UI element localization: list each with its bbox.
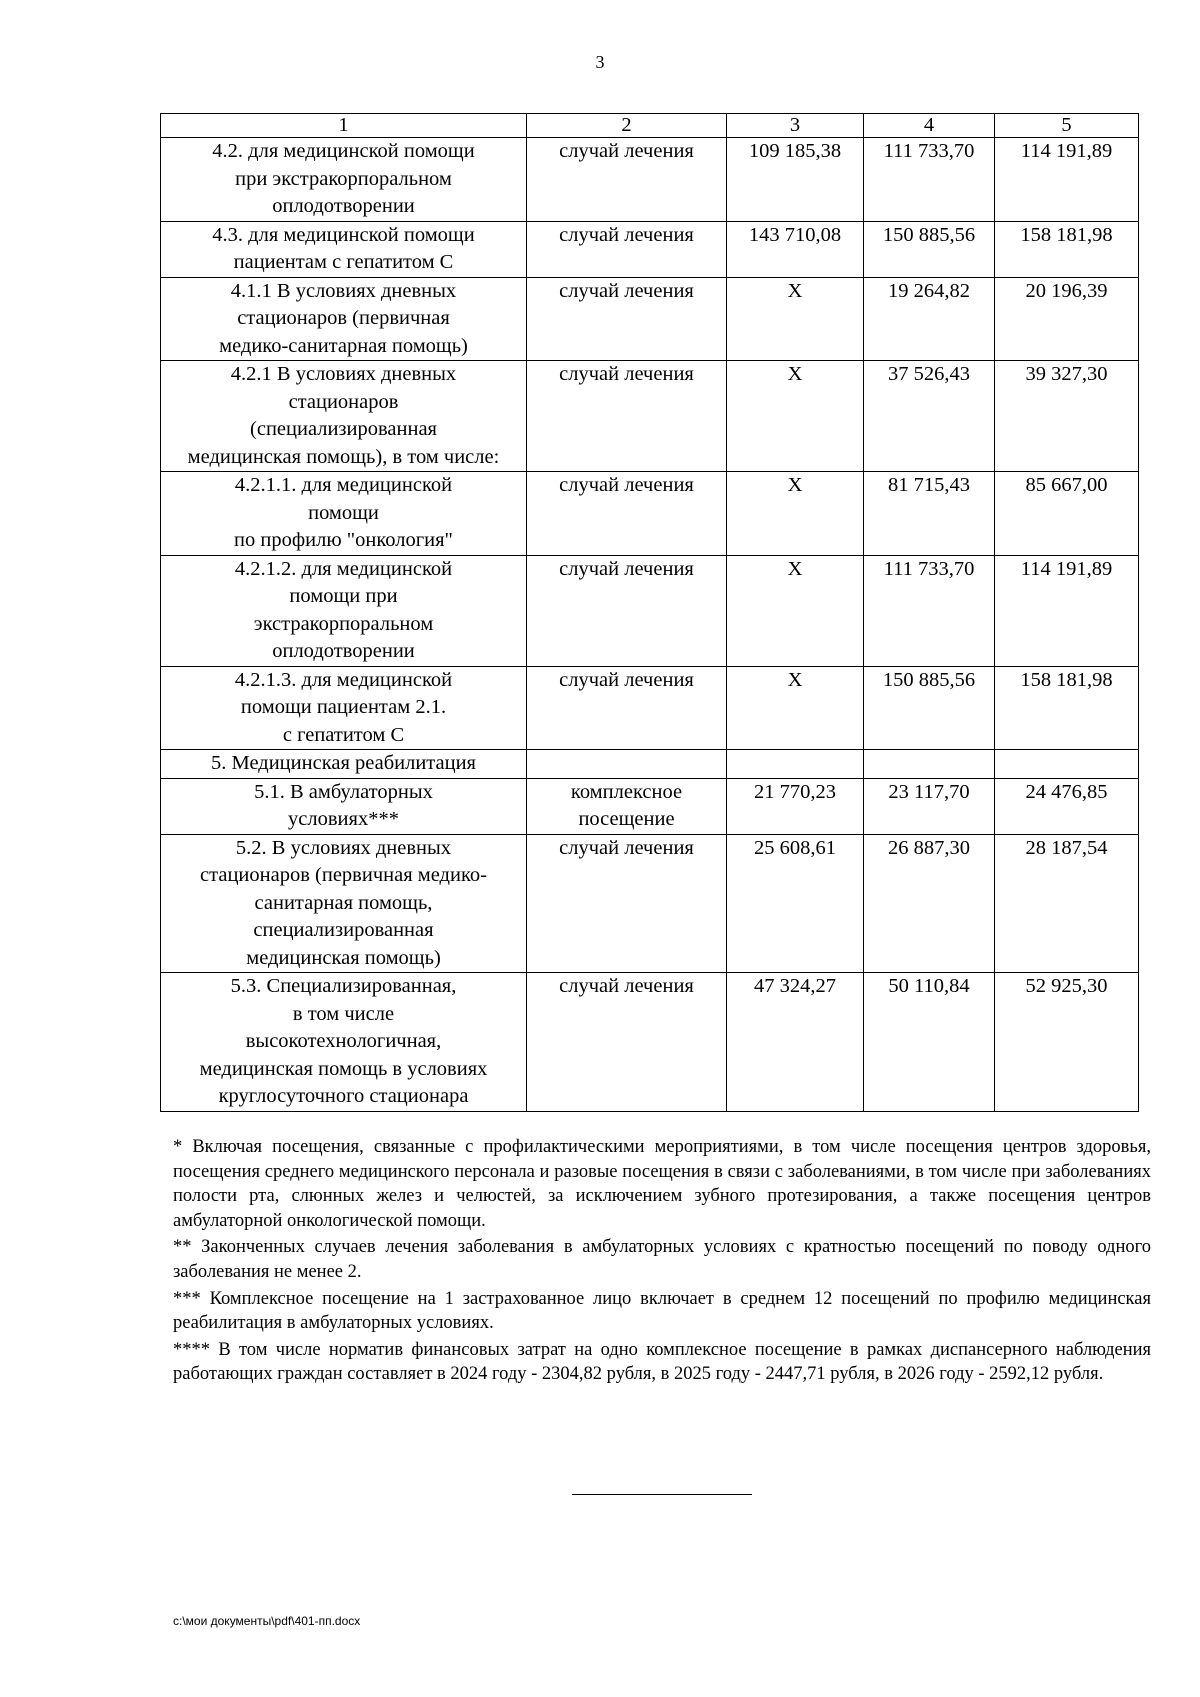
row-name-cell: 4.3. для медицинской помощи пациентам с гепатитом С — [161, 221, 527, 277]
row-name-cell: 5.2. В условиях дневных стационаров (первичная медико- санитарная помощь, специализированная медицинская помощь) — [161, 834, 527, 973]
table-row — [161, 750, 1139, 779]
row-unit-cell: случай лечения — [527, 666, 727, 750]
row-value-col4: 150 885,56 — [864, 221, 995, 277]
table-row — [161, 973, 1139, 1112]
table-row — [161, 834, 1139, 973]
row-value-col4: 26 887,30 — [864, 834, 995, 973]
row-value-col3: Х — [727, 277, 864, 361]
table-row — [161, 555, 1139, 666]
row-value-col3: Х — [727, 555, 864, 666]
row-value-col5: 85 667,00 — [995, 472, 1139, 556]
column-header-5: 5 — [995, 114, 1139, 138]
footnote-1: * Включая посещения, связанные с профилактическими мероприятиями, в том числе посещения центров здоровья, посещения среднего медицинского персонала и разовые посещения в связи с заболеваниями, в том числе при заболеваниях полости рта, слюнных желез и челюстей, за исключением зубного протезирования, а также посещения центров амбулаторной онкологической помощи. — [173, 1137, 1151, 1231]
column-header-1: 1 — [161, 114, 527, 138]
file-path: c:\мои документы\pdf\401-пп.docx — [173, 1614, 361, 1628]
row-value-col4: 50 110,84 — [864, 973, 995, 1112]
table-row — [161, 666, 1139, 750]
row-value-col5: 158 181,98 — [995, 666, 1139, 750]
row-unit-cell: случай лечения — [527, 221, 727, 277]
row-value-col5: 24 476,85 — [995, 778, 1139, 834]
row-value-col4: 111 733,70 — [864, 138, 995, 222]
column-header-4: 4 — [864, 114, 995, 138]
row-value-col4: 37 526,43 — [864, 361, 995, 472]
row-value-col5: 114 191,89 — [995, 138, 1139, 222]
table-row — [161, 277, 1139, 361]
footnote-2: ** Законченных случаев лечения заболевания в амбулаторных условиях с кратностью посещений по поводу одного заболевания не менее 2. — [173, 1237, 1151, 1282]
footnotes — [173, 1135, 1151, 1389]
table-row — [161, 138, 1139, 222]
row-value-col5 — [995, 750, 1139, 779]
row-value-col3: 143 710,08 — [727, 221, 864, 277]
row-name-cell: 5.1. В амбулаторных условиях*** — [161, 778, 527, 834]
table-row — [161, 472, 1139, 556]
row-name-cell: 4.2.1.2. для медицинской помощи при экстракорпоральном оплодотворении — [161, 555, 527, 666]
row-unit-cell: случай лечения — [527, 361, 727, 472]
row-value-col4: 111 733,70 — [864, 555, 995, 666]
row-name-cell: 4.2.1.3. для медицинской помощи пациентам 2.1. с гепатитом С — [161, 666, 527, 750]
table-row — [161, 361, 1139, 472]
row-unit-cell: случай лечения — [527, 472, 727, 556]
row-value-col5: 39 327,30 — [995, 361, 1139, 472]
row-unit-cell: случай лечения — [527, 555, 727, 666]
footnote-3: *** Комплексное посещение на 1 застрахованное лицо включает в среднем 12 посещений по профилю медицинская реабилитация в амбулаторных условиях. — [173, 1288, 1151, 1334]
end-of-document-rule — [572, 1494, 752, 1495]
row-name-cell: 4.2.1.1. для медицинской помощи по профилю "онкология" — [161, 472, 527, 556]
row-unit-cell: случай лечения — [527, 277, 727, 361]
page-number: 3 — [595, 52, 605, 72]
row-value-col3: 25 608,61 — [727, 834, 864, 973]
row-value-col3: Х — [727, 472, 864, 556]
row-unit-cell — [527, 750, 727, 779]
row-name-cell: 4.1.1 В условиях дневных стационаров (первичная медико-санитарная помощь) — [161, 277, 527, 361]
row-value-col3: Х — [727, 666, 864, 750]
row-unit-cell: случай лечения — [527, 973, 727, 1112]
footnote-4: **** В том числе норматив финансовых затрат на одно комплексное посещение в рамках диспансерного наблюдения работающих граждан составляет в 2024 году - 2304,82 рубля, в 2025 году - 2447,71 рубля, в 2026 году - 2592,12 рубля. — [173, 1339, 1151, 1385]
row-value-col4: 23 117,70 — [864, 778, 995, 834]
row-value-col4: 81 715,43 — [864, 472, 995, 556]
row-value-col5: 20 196,39 — [995, 277, 1139, 361]
row-name-cell: 5.3. Специализированная, в том числе высокотехнологичная, медицинская помощь в условиях круглосуточного стационара — [161, 973, 527, 1112]
row-value-col3: Х — [727, 361, 864, 472]
row-value-col3: 47 324,27 — [727, 973, 864, 1112]
row-value-col5: 28 187,54 — [995, 834, 1139, 973]
row-value-col3: 109 185,38 — [727, 138, 864, 222]
table-row — [161, 778, 1139, 834]
column-header-3: 3 — [727, 114, 864, 138]
row-value-col5: 52 925,30 — [995, 973, 1139, 1112]
norms-table — [160, 113, 1139, 1112]
row-value-col4 — [864, 750, 995, 779]
row-unit-cell: случай лечения — [527, 138, 727, 222]
row-name-cell: 4.2.1 В условиях дневных стационаров (специализированная медицинская помощь), в том числе: — [161, 361, 527, 472]
row-name-cell: 5. Медицинская реабилитация — [161, 750, 527, 779]
row-unit-cell: комплексное посещение — [527, 778, 727, 834]
row-name-cell: 4.2. для медицинской помощи при экстракорпоральном оплодотворении — [161, 138, 527, 222]
row-value-col3: 21 770,23 — [727, 778, 864, 834]
row-value-col5: 158 181,98 — [995, 221, 1139, 277]
row-value-col3 — [727, 750, 864, 779]
table-header-row — [161, 114, 1139, 138]
column-header-2: 2 — [527, 114, 727, 138]
row-value-col4: 150 885,56 — [864, 666, 995, 750]
table-row — [161, 221, 1139, 277]
row-value-col5: 114 191,89 — [995, 555, 1139, 666]
row-value-col4: 19 264,82 — [864, 277, 995, 361]
row-unit-cell: случай лечения — [527, 834, 727, 973]
